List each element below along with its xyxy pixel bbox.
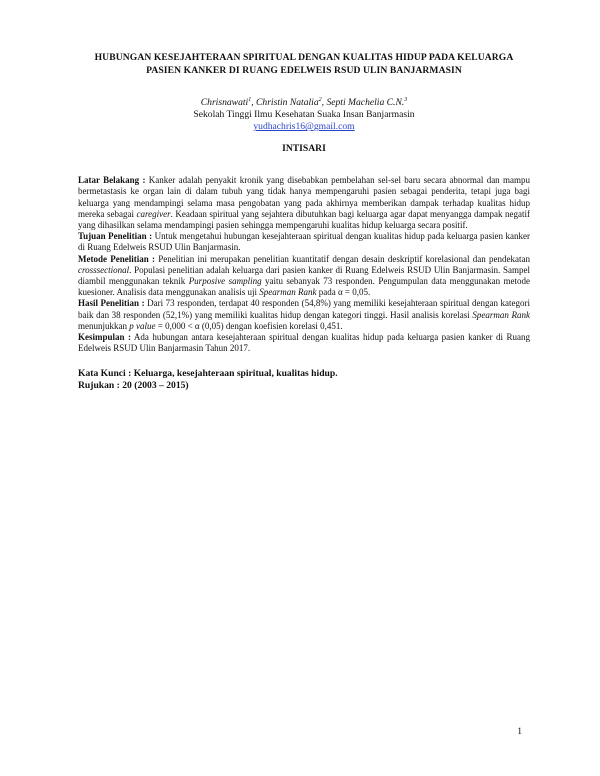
section-italic: Spearman Rank	[259, 287, 317, 298]
section-label: Latar Belakang :	[78, 175, 146, 186]
section-italic: caregiver	[136, 208, 171, 219]
title-line-2: PASIEN KANKER DI RUANG EDELWEIS RSUD ULIN BANJARMASIN	[146, 64, 462, 76]
section-tujuan	[78, 231, 530, 253]
paper-page	[78, 52, 530, 392]
section-text: Penelitian ini merupakan penelitian kuantitatif dengan desain deskriptif korelasional dan pendekatan	[154, 253, 530, 264]
section-latar-belakang	[78, 175, 530, 231]
section-text: Ada hubungan antara kesejahteraan spiritual dengan kualitas hidup pada keluarga pasien kanker di Ruang Edelweis RSUD Ulin Banjarmasin Tahun 2017.	[78, 332, 530, 354]
author-name: Chrisnawati	[200, 97, 249, 109]
page-number: 1	[517, 726, 522, 737]
abstract-body	[78, 175, 530, 354]
author-name: Septi Machelia C.N.	[326, 97, 405, 109]
paper-title	[78, 52, 530, 77]
affiliation: Sekolah Tinggi Ilmu Kesehatan Suaka Insan Banjarmasin	[193, 109, 415, 121]
section-kesimpulan	[78, 332, 530, 354]
author-index: 1	[248, 97, 252, 103]
section-text: Kanker adalah penyakit kronik yang disebabkan pembelahan sel-sel baru secara abnormal dan mampu bermetastasis ke organ lain di dalam tubuh yang tidak hanya mempengaruhi pasien sebagai penderita, tetapi juga bagi keluarga yang mendampingi selama masa pengobatan yang pada akhirnya memberikan dampak terhadap kualitas hidup mereka sebagai	[78, 175, 531, 219]
section-text: . Populasi penelitian adalah keluarga dari pasien kanker di Ruang Edelweis RSUD Ulin Banjarmasin. Sampel diambil menggunakan teknik	[78, 264, 530, 287]
abstract-heading: INTISARI	[282, 143, 326, 155]
author-list: Chrisnawati$^1$, Christin Natalia$^2$, Septi Machelia C.N.$^3$	[200, 97, 408, 109]
section-italic: Spearman Rank	[472, 309, 530, 320]
section-text: menunjukkan	[78, 320, 130, 331]
title-line-1: HUBUNGAN KESEJAHTERAAN SPIRITUAL DENGAN KUALITAS HIDUP PADA KELUARGA	[94, 52, 514, 63]
section-label: Tujuan Penelitian :	[78, 231, 153, 242]
section-text: pada α = 0,05.	[316, 287, 371, 298]
section-text: yaitu sebanyak 73 responden. Pengumpulan data menggunakan metode kuesioner. Analisis data menggunakan analisis uji	[78, 276, 530, 298]
keywords-line: Kata Kunci : Keluarga, kesejahteraan spiritual, kualitas hidup.	[78, 368, 338, 380]
section-text: . Keadaan spiritual yang sejahtera dibutuhkan bagi keluarga agar dapat menyangga dampak negatif yang dihasilkan selama mendampingi pasien sehingga mempengaruhi kualitas hidup keluarga secara positif.	[78, 208, 531, 230]
section-label: Metode Penelitian :	[78, 253, 155, 264]
section-text: Dari 73 responden, terdapat 40 responden (54,8%) yang memiliki kesejahteraan spiritual dengan kategori baik dan 38 responden (52,1%) yang memiliki kualitas hidup dengan kategori tinggi. Hasil analisis korelasi	[78, 298, 530, 320]
author-email-link[interactable]: yudhachris16@gmail.com	[253, 121, 355, 133]
author-name: Christin Natalia	[256, 97, 319, 109]
section-hasil	[78, 298, 530, 332]
author-index: 2	[318, 97, 322, 103]
section-text: = 0,000 < α (0,05) dengan koefisien korelasi 0,451.	[155, 320, 343, 331]
section-italic: Purposive sampling	[188, 276, 262, 287]
section-label: Hasil Penelitian :	[78, 298, 145, 309]
references-line: Rujukan : 20 (2003 – 2015)	[78, 380, 189, 392]
section-metode	[78, 254, 530, 299]
keywords	[78, 368, 530, 392]
section-italic: p value	[129, 320, 156, 331]
section-italic: crosssectional	[78, 264, 130, 275]
section-label: Kesimpulan :	[78, 332, 131, 343]
author-index: 3	[404, 97, 408, 103]
section-text: Untuk mengetahui hubungan kesejahteraan spiritual dengan kualitas hidup pada keluarga pasien kanker di Ruang Edelweis RSUD Ulin Banjarmasin.	[78, 231, 531, 253]
